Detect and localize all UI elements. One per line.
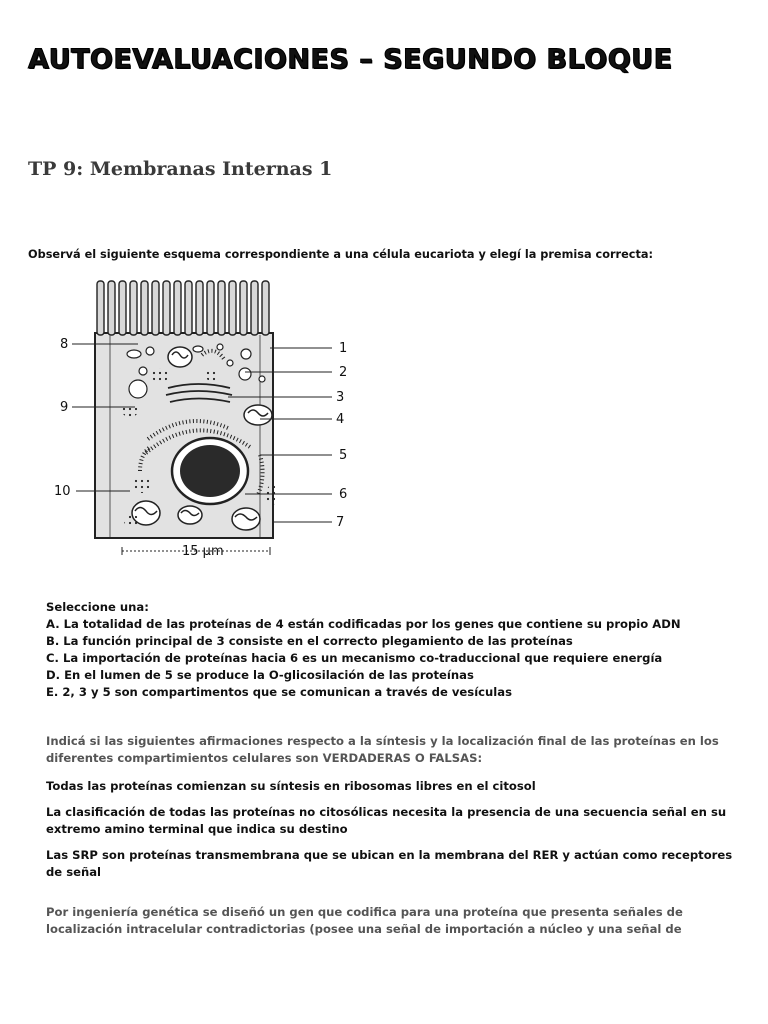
label-5: 5	[339, 448, 348, 463]
question-1-intro: Observá el siguiente esquema correspondiente a una célula eucariota y elegí la premisa correcta:	[28, 248, 654, 261]
label-7: 7	[336, 515, 345, 530]
question-3-prompt: Por ingeniería genética se diseñó un gen que codifica para una proteína que presenta señales de localización intracelular contradictorias (posee una señal de importación a núcleo y una señal de	[46, 905, 683, 936]
label-10: 10	[54, 484, 71, 499]
scale-label: 15 μm	[182, 544, 224, 559]
statement-3: Las SRP son proteínas transmembrana que se ubican en la membrana del RER y actúan como receptores de señal	[46, 848, 733, 879]
label-9: 9	[60, 400, 69, 415]
label-6: 6	[339, 487, 348, 502]
question-2-prompt: Indicá si las siguientes afirmaciones respecto a la síntesis y la localización final de las proteínas en los diferentes compartimientos celulares son VERDADERAS O FALSAS:	[46, 734, 719, 765]
page-header: AUTOEVALUACIONES – SEGUNDO BLOQUE	[28, 44, 673, 75]
label-1: 1	[339, 341, 348, 356]
microvilli	[97, 281, 269, 335]
section-title: TP 9: Membranas Internas 1	[28, 158, 333, 180]
option-e[interactable]: E. 2, 3 y 5 son compartimentos que se comunican a través de vesículas	[46, 685, 512, 699]
nucleus	[180, 445, 240, 497]
label-3: 3	[336, 390, 345, 405]
label-4: 4	[336, 412, 345, 427]
statement-1: Todas las proteínas comienzan su síntesis en ribosomas libres en el citosol	[46, 779, 536, 793]
label-2: 2	[339, 365, 348, 380]
label-8: 8	[60, 337, 69, 352]
option-a[interactable]: A. La totalidad de las proteínas de 4 están codificadas por los genes que contiene su propio ADN	[46, 617, 681, 631]
select-label: Seleccione una:	[46, 600, 149, 614]
option-c[interactable]: C. La importación de proteínas hacia 6 es un mecanismo co-traduccional que requiere energía	[46, 651, 663, 665]
answer-choices	[46, 599, 736, 701]
statement-2: La clasificación de todas las proteínas no citosólicas necesita la presencia de una secuencia señal en su extremo amino terminal que indica su destino	[46, 805, 727, 836]
option-d[interactable]: D. En el lumen de 5 se produce la O-glicosilación de las proteínas	[46, 668, 474, 682]
option-b[interactable]: B. La función principal de 3 consiste en el correcto plegamiento de las proteínas	[46, 634, 573, 648]
cell-diagram	[50, 275, 370, 565]
